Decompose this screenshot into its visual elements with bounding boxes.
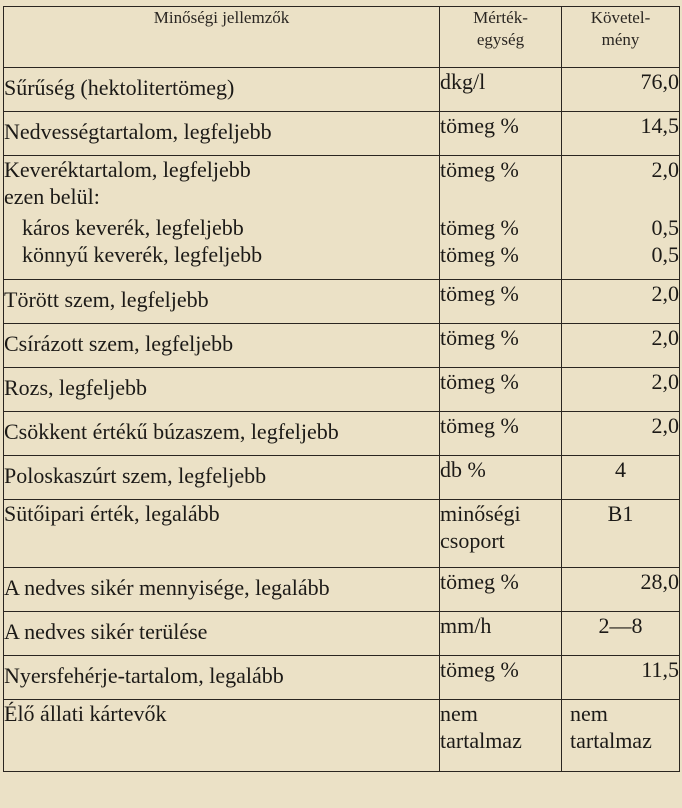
header-unit: Mérték- egység xyxy=(440,7,562,68)
row-name: Élő állati kártevők xyxy=(4,700,440,772)
row-unit: tömeg % xyxy=(440,656,562,700)
row-unit: dkg/l xyxy=(440,68,562,112)
header-characteristic: Minőségi jellemzők xyxy=(4,7,440,68)
table-row xyxy=(4,280,680,324)
table-row xyxy=(4,324,680,368)
table-row xyxy=(4,68,680,112)
table-row xyxy=(4,612,680,656)
table-header-row xyxy=(4,7,680,68)
row-unit: db % xyxy=(440,456,562,500)
row-name: A nedves sikér terülése xyxy=(4,612,440,656)
row-value: 11,5 xyxy=(562,656,680,700)
table-row xyxy=(4,500,680,568)
row-value: 28,0 xyxy=(562,568,680,612)
table-row xyxy=(4,412,680,456)
row-unit-line2: csoport xyxy=(440,528,505,553)
table-row xyxy=(4,568,680,612)
row-value-group xyxy=(562,700,680,772)
row-value: 2,0 xyxy=(651,157,679,182)
row-unit-line2: tartalmaz xyxy=(440,728,522,753)
table-row xyxy=(4,368,680,412)
sub-item-unit: tömeg % xyxy=(440,242,519,267)
table-row-mixture xyxy=(4,156,680,280)
row-unit: tömeg % xyxy=(440,368,562,412)
row-value: 14,5 xyxy=(562,112,680,156)
row-value: 2,0 xyxy=(562,368,680,412)
row-value: B1 xyxy=(562,500,680,568)
row-unit: tömeg % xyxy=(440,112,562,156)
row-value: 2—8 xyxy=(562,612,680,656)
row-unit: tömeg % xyxy=(440,157,519,182)
row-name: Sűrűség (hektolitertömeg) xyxy=(4,68,440,112)
row-value-line2: tartalmaz xyxy=(570,728,652,753)
row-unit-group xyxy=(440,156,562,280)
sub-item-value: 0,5 xyxy=(651,242,679,267)
row-value-line1: nem xyxy=(570,701,608,726)
row-unit: tömeg % xyxy=(440,568,562,612)
row-name: Nedvességtartalom, legfeljebb xyxy=(4,112,440,156)
table-row xyxy=(4,656,680,700)
table-row xyxy=(4,112,680,156)
row-unit: tömeg % xyxy=(440,412,562,456)
sub-heading: ezen belül: xyxy=(4,184,100,209)
row-unit-group xyxy=(440,700,562,772)
row-value: 76,0 xyxy=(562,68,680,112)
row-unit-line1: minőségi xyxy=(440,501,521,526)
row-name-group xyxy=(4,156,440,280)
row-name: Sütőipari érték, legalább xyxy=(4,500,440,568)
row-name: Nyersfehérje-tartalom, legalább xyxy=(4,656,440,700)
wheat-quality-table xyxy=(3,6,680,772)
table-row xyxy=(4,700,680,772)
row-value: 4 xyxy=(562,456,680,500)
row-value: 2,0 xyxy=(562,324,680,368)
row-unit-line1: nem xyxy=(440,701,478,726)
table-row xyxy=(4,456,680,500)
row-name: Törött szem, legfeljebb xyxy=(4,280,440,324)
row-name: A nedves sikér mennyisége, legalább xyxy=(4,568,440,612)
sub-item-unit: tömeg % xyxy=(440,215,519,240)
header-requirement: Követel- mény xyxy=(562,7,680,68)
sub-item-value: 0,5 xyxy=(651,215,679,240)
row-name: Keveréktartalom, legfeljebb xyxy=(4,157,251,182)
sub-item-name: káros keverék, legfeljebb xyxy=(22,215,244,240)
sub-item-name: könnyű keverék, legfeljebb xyxy=(22,242,263,267)
row-name: Rozs, legfeljebb xyxy=(4,368,440,412)
row-value: 2,0 xyxy=(562,412,680,456)
row-unit: mm/h xyxy=(440,612,562,656)
row-unit: tömeg % xyxy=(440,280,562,324)
row-unit-group xyxy=(440,500,562,568)
row-unit: tömeg % xyxy=(440,324,562,368)
row-name: Csírázott szem, legfeljebb xyxy=(4,324,440,368)
row-value-group xyxy=(562,156,680,280)
row-value: 2,0 xyxy=(562,280,680,324)
row-name: Poloskaszúrt szem, legfeljebb xyxy=(4,456,440,500)
row-name: Csökkent értékű búzaszem, legfeljebb xyxy=(4,412,440,456)
